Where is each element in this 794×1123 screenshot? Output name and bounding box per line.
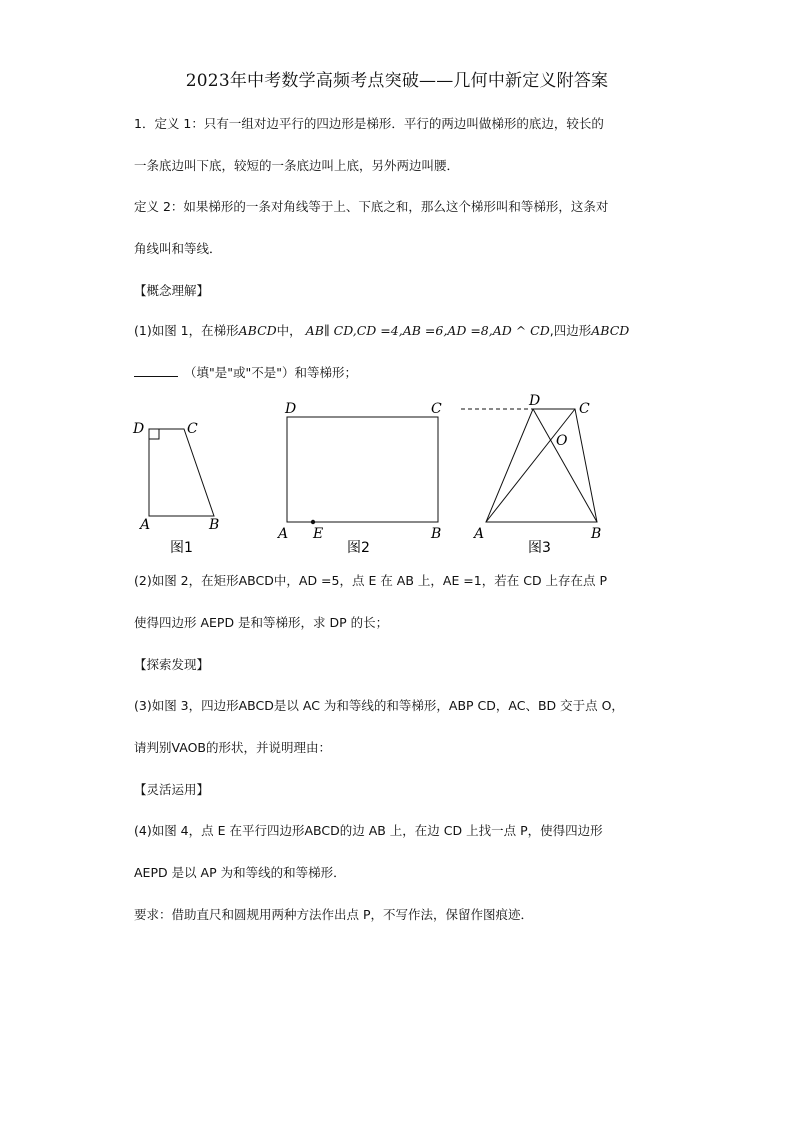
- fig2-label-b: B: [431, 526, 442, 542]
- fig1-label-b: B: [209, 517, 220, 533]
- q1-suffix: ,四边形: [549, 323, 592, 338]
- fig2-caption: 图2: [347, 540, 370, 556]
- fig3-label-d: D: [529, 393, 541, 409]
- fig2-label-c: C: [431, 401, 442, 417]
- fig3-trapezoid: [486, 409, 597, 522]
- question-1-line-1: [134, 322, 629, 340]
- q1-math: AB∥ CD,CD =4,AB =6,AD =8,AD ^ CD: [305, 323, 550, 338]
- fig1-right-angle-mark: [149, 429, 159, 439]
- fig3-label-a: A: [474, 526, 485, 542]
- fig2-point-e: [311, 520, 315, 524]
- fig1-label-d: D: [133, 421, 145, 437]
- q1-prefix: (1)如图 1，在梯形: [134, 323, 239, 338]
- question-2-line-1: (2)如图 2，在矩形ABCD中，AD =5，点 E 在 AB 上，AE =1，若在 CD 上存在点 P: [134, 573, 608, 588]
- requirement-line: 要求：借助直尺和圆规用两种方法作出点 P，不写作法，保留作图痕迹．: [134, 907, 534, 922]
- figures-svg: [0, 388, 794, 558]
- fig3-caption: 图3: [528, 540, 551, 556]
- figure-1: [149, 429, 214, 516]
- q1-abcd-2: ABCD: [591, 323, 630, 338]
- figure-2: [287, 417, 438, 522]
- fig1-trapezoid: [149, 429, 214, 516]
- definition-1-line-1: 1．定义 1：只有一组对边平行的四边形是梯形．平行的两边叫做梯形的底边，较长的: [134, 116, 604, 131]
- fig2-label-a: A: [278, 526, 289, 542]
- section-heading-explore: 【探索发现】: [134, 657, 210, 672]
- fig3-diagonal-ac: [486, 409, 575, 522]
- section-heading-apply: 【灵活运用】: [134, 782, 210, 797]
- question-4-line-1: (4)如图 4，点 E 在平行四边形ABCD的边 AB 上，在边 CD 上找一点 P，使得四边形: [134, 823, 603, 838]
- definition-2-line-1: 定义 2：如果梯形的一条对角线等于上、下底之和，那么这个梯形叫和等梯形，这条对: [134, 199, 609, 214]
- section-heading-concept: 【概念理解】: [134, 283, 210, 298]
- fig2-rectangle: [287, 417, 438, 522]
- fig3-label-o: O: [556, 433, 568, 449]
- q1-fill-hint: （填"是"或"不是"）和等梯形；: [184, 365, 357, 380]
- fig3-label-c: C: [579, 401, 590, 417]
- fig2-label-e: E: [313, 526, 324, 542]
- question-1-line-2: [134, 364, 357, 382]
- figure-3: [461, 409, 597, 522]
- definition-2-line-2: 角线叫和等线．: [134, 241, 222, 256]
- fig2-label-d: D: [285, 401, 297, 417]
- q1-abcd: ABCD: [238, 323, 277, 338]
- question-4-line-2: AEPD 是以 AP 为和等线的和等梯形．: [134, 865, 346, 880]
- q1-mid: 中，: [276, 323, 302, 338]
- fig1-label-c: C: [187, 421, 198, 437]
- figures-row: [0, 388, 794, 558]
- definition-1-line-2: 一条底边叫下底，较短的一条底边叫上底，另外两边叫腰．: [134, 158, 460, 173]
- fig1-label-a: A: [140, 517, 151, 533]
- question-3-line-1: (3)如图 3，四边形ABCD是以 AC 为和等线的和等梯形，ABP CD，AC、BD 交于点 O，: [134, 698, 624, 713]
- page-title: 2023年中考数学高频考点突破——几何中新定义附答案: [185, 71, 609, 91]
- answer-blank[interactable]: [134, 364, 178, 377]
- fig3-diagonal-bd: [533, 409, 597, 522]
- fig1-caption: 图1: [170, 540, 193, 556]
- question-2-line-2: 使得四边形 AEPD 是和等梯形，求 DP 的长；: [134, 615, 389, 630]
- question-3-line-2: 请判别VAOB的形状，并说明理由：: [134, 740, 331, 755]
- fig3-label-b: B: [591, 526, 602, 542]
